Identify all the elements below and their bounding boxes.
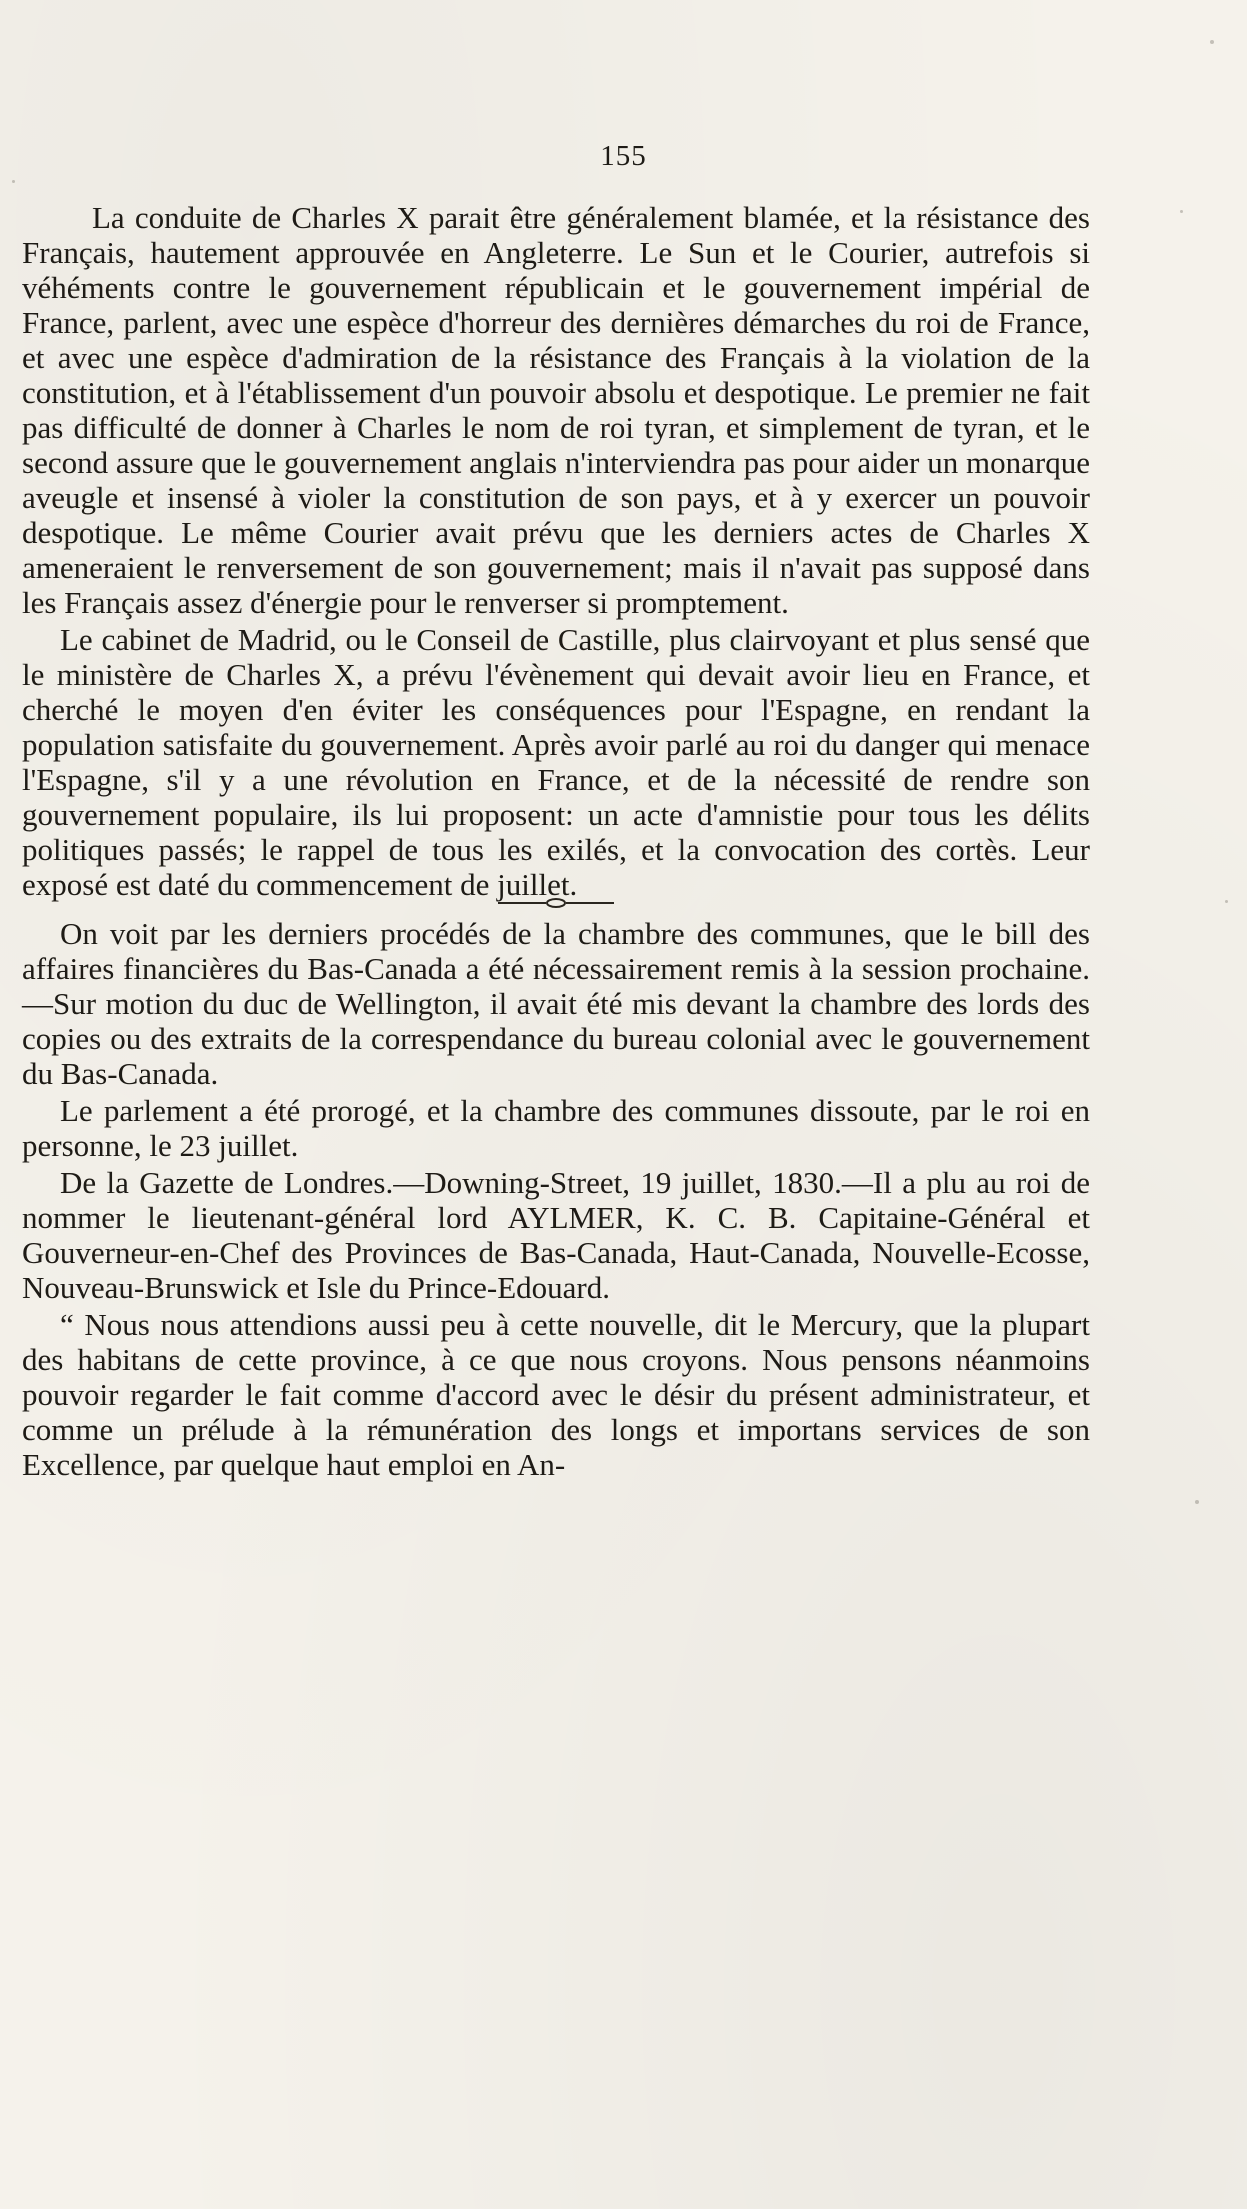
page-number: 155 — [600, 140, 647, 172]
paragraph-charles-x: La conduite de Charles X parait être généralement blamée, et la résistance des Français, hautement approuvée en Angleterre. Le Sun et le Courier, autrefois si véhéments contre le gouvernement républicain et le gouvernement impérial de France, parlent, avec une espèce d'horreur des dernières démarches du roi de France, et avec une espèce d'admiration de la résistance des Français à la violation de la constitution, et à l'établissement d'un pouvoir absolu et despotique. Le premier ne fait pas difficulté de donner à Charles le nom de roi tyran, et simplement de tyran, et le second assure que le gouvernement anglais n'interviendra pas pour aider un monarque aveugle et insensé à violer la constitution de son pays, et à y exercer un pouvoir despotique. Le même Courier avait prévu que les derniers actes de Charles X ameneraient le renversement de son gouvernement; mais il n'avait pas supposé dans les Français assez d'énergie pour le renverser si promptement. — [22, 200, 1090, 620]
scan-speck — [12, 180, 15, 183]
scan-speck — [1225, 900, 1228, 903]
scan-speck — [1210, 40, 1214, 44]
text-column — [22, 200, 1090, 1482]
paragraph-communes: On voit par les derniers procédés de la chambre des communes, que le bill des affaires financières du Bas-Canada a été nécessairement remis à la session prochaine.—Sur motion du duc de Wellington, il avait été mis devant la chambre des lords des copies ou des extraits de la correspendance du bureau colonial avec le gouvernement du Bas-Canada. — [22, 916, 1090, 1091]
scan-speck — [1180, 210, 1183, 213]
paragraph-mercury: “ Nous nous attendions aussi peu à cette nouvelle, dit le Mercury, que la plupart des habitans de cette province, à ce que nous croyons. Nous pensons néanmoins pouvoir regarder le fait comme d'accord avec le désir du présent administrateur, et comme un prélude à la rémunération des longs et importans services de son Excellence, par quelque haut emploi en An- — [22, 1307, 1090, 1482]
paragraph-gazette: De la Gazette de Londres.—Downing-Street, 19 juillet, 1830.—Il a plu au roi de nommer le lieutenant-général lord AYLMER, K. C. B. Capitaine-Général et Gouverneur-en-Chef des Provinces de Bas-Canada, Haut-Canada, Nouvelle-Ecosse, Nouveau-Brunswick et Isle du Prince-Edouard. — [22, 1165, 1090, 1305]
scan-speck — [1195, 1500, 1199, 1504]
paragraph-madrid: Le cabinet de Madrid, ou le Conseil de Castille, plus clairvoyant et plus sensé que le ministère de Charles X, a prévu l'évènement qui devait avoir lieu en France, et cherché le moyen d'en éviter les conséquences pour l'Espagne, en rendant la population satisfaite du gouvernement. Après avoir parlé au roi du danger qui menace l'Espagne, s'il y a une révolution en France, et de la nécessité de rendre son gouvernement populaire, ils lui proposent: un acte d'amnistie pour tous les délits politiques passés; le rappel de tous les exilés, et la convocation des cortès. Leur exposé est daté du commencement de juillet. — [22, 622, 1090, 902]
paragraph-parlement: Le parlement a été prorogé, et la chambre des communes dissoute, par le roi en personne, le 23 juillet. — [22, 1093, 1090, 1163]
